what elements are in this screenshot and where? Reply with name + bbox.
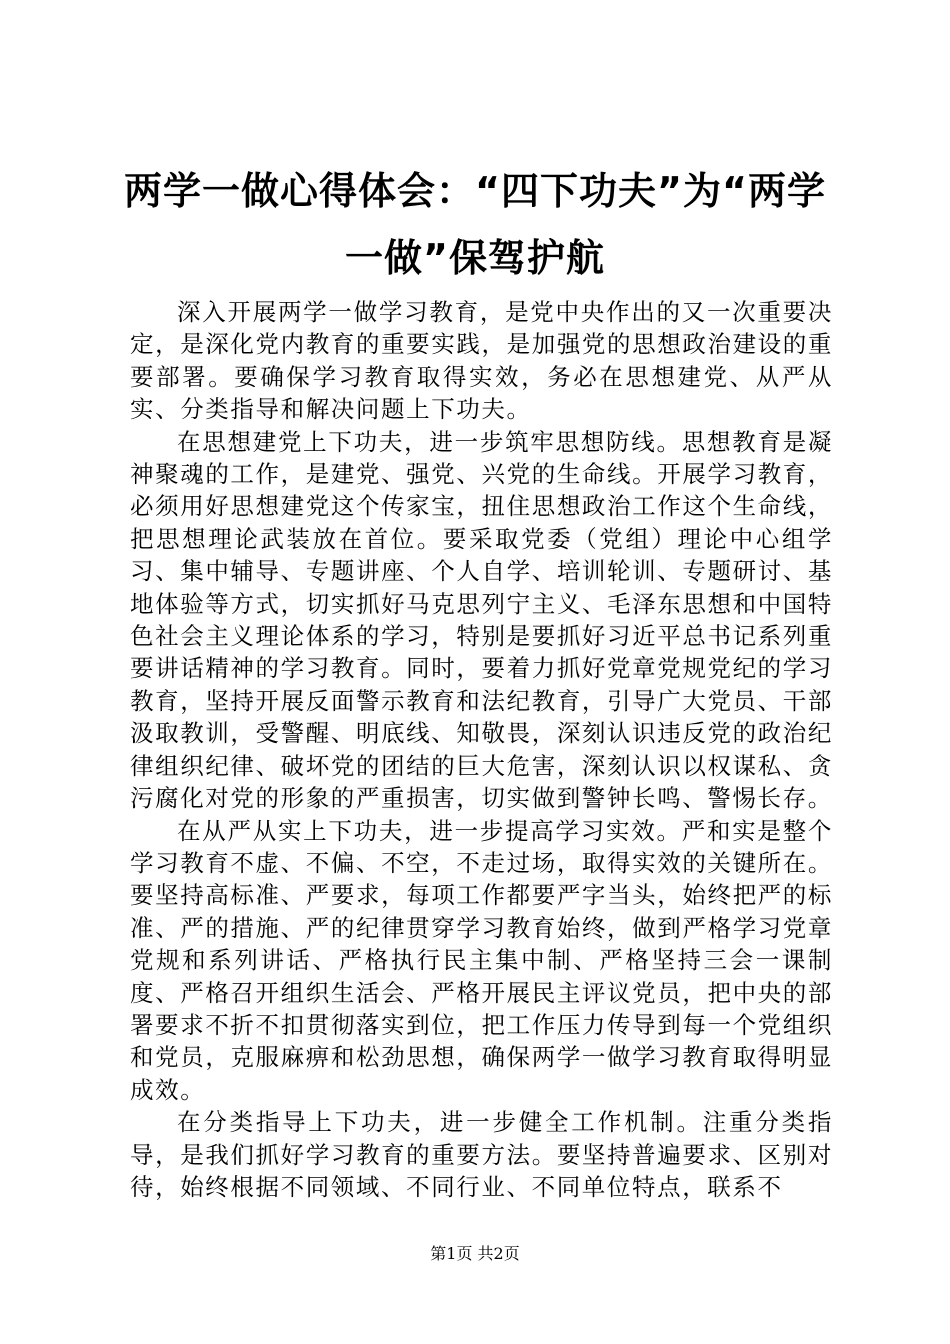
paragraph-strict: 在从严从实上下功夫，进一步提高学习实效。严和实是整个学习教育不虚、不偏、不空，不走过场，取得实效的关键所在。要坚持高标准、严要求，每项工作都要严字当头，始终把严的标准、严的措施、严的纪律贯穿学习教育始终，做到严格学习党章党规和系列讲话、严格执行民主集中制、严格坚持三会一课制度、严格召开组织生活会、严格开展民主评议党员，把中央的部署要求不折不扣贯彻落实到位，把工作压力传导到每一个党组织和党员，克服麻痹和松劲思想，确保两学一做学习教育取得明显成效。 [130, 816, 833, 1104]
document-body [130, 296, 833, 1203]
paragraph-classified: 在分类指导上下功夫，进一步健全工作机制。注重分类指导，是我们抓好学习教育的重要方法。要坚持普遍要求、区别对待，始终根据不同领域、不同行业、不同单位特点，联系不 [130, 1108, 833, 1201]
page-number-footer: 第1页 共2页 [430, 1244, 520, 1263]
document-title: 两学一做心得体会：“四下功夫”为“两学一做”保驾护航 [124, 169, 826, 280]
paragraph-intro: 深入开展两学一做学习教育，是党中央作出的又一次重要决定，是深化党内教育的重要实践，是加强党的思想政治建设的重要部署。要确保学习教育取得实效，务必在思想建党、从严从实、分类指导和解决问题上下功夫。 [130, 298, 833, 424]
paragraph-ideological: 在思想建党上下功夫，进一步筑牢思想防线。思想教育是凝神聚魂的工作，是建党、强党、兴党的生命线。开展学习教育，必须用好思想建党这个传家宝，扭住思想政治工作这个生命线，把思想理论武装放在首位。要采取党委（党组）理论中心组学习、集中辅导、专题讲座、个人自学、培训轮训、专题研讨、基地体验等方式，切实抓好马克思列宁主义、毛泽东思想和中国特色社会主义理论体系的学习，特别是要抓好习近平总书记系列重要讲话精神的学习教育。同时，要着力抓好党章党规党纪的学习教育，坚持开展反面警示教育和法纪教育，引导广大党员、干部汲取教训，受警醒、明底线、知敬畏，深刻认识违反党的政治纪律组织纪律、破坏党的团结的巨大危害，深刻认识以权谋私、贪污腐化对党的形象的严重损害，切实做到警钟长鸣、警惕长存。 [130, 427, 833, 813]
